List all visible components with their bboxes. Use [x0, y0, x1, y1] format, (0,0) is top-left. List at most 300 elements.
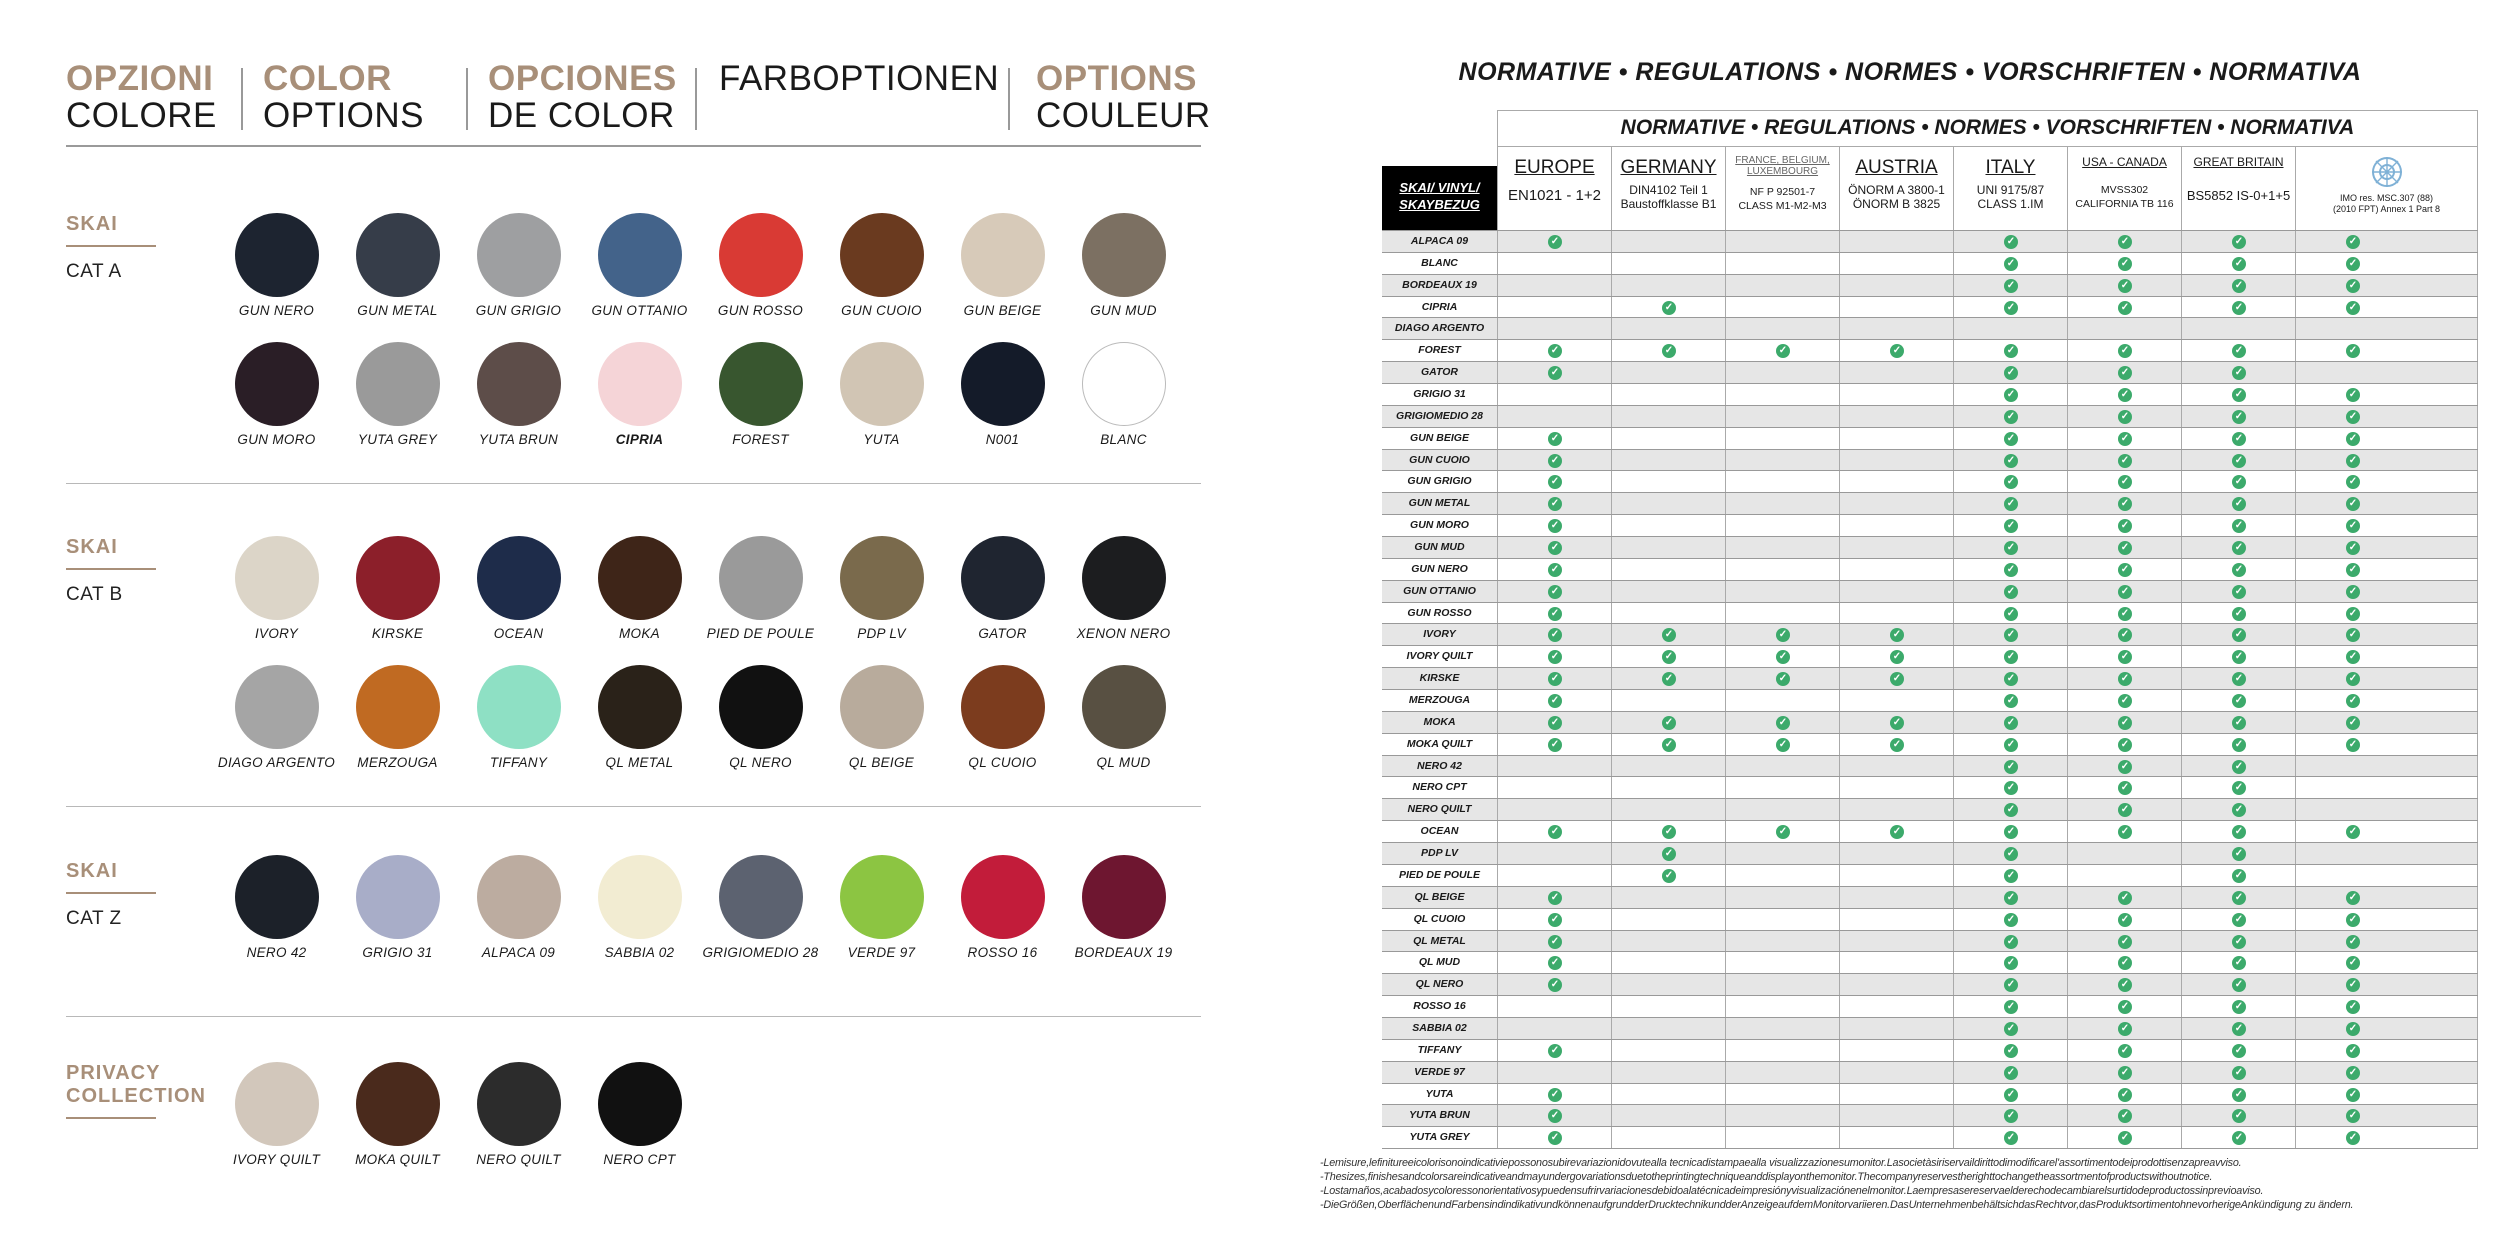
table-cell [1725, 646, 1839, 667]
check-icon: ✓ [1776, 825, 1790, 839]
table-cell [2181, 1084, 2295, 1105]
column-header-name: GERMANY [1620, 157, 1717, 178]
row-name: KIRSKE [1419, 672, 1460, 685]
check-icon: ✓ [2118, 519, 2132, 533]
check-icon: ✓ [2004, 454, 2018, 468]
table-cell [1839, 712, 1953, 733]
table-cell [1953, 974, 2067, 995]
table-cell [1611, 603, 1725, 624]
table-cell [1725, 297, 1839, 318]
row-name: BORDEAUX 19 [1402, 278, 1477, 291]
check-icon: ✓ [1548, 694, 1562, 708]
table-cell [2295, 821, 2478, 842]
check-icon: ✓ [2004, 1088, 2018, 1102]
table-cell [1839, 996, 1953, 1017]
table-cell [1497, 1127, 1611, 1148]
table-cell [1497, 471, 1611, 492]
row-name: GUN OTTANIO [1403, 584, 1476, 597]
table-cell [1497, 515, 1611, 536]
table-cell [1611, 996, 1725, 1017]
check-icon: ✓ [2118, 913, 2132, 927]
check-icon: ✓ [2118, 935, 2132, 949]
check-icon: ✓ [2118, 956, 2132, 970]
swatch-circle [598, 213, 682, 297]
check-icon: ✓ [1662, 628, 1676, 642]
category-label-rule [66, 245, 156, 247]
table-cell [1953, 1062, 2067, 1083]
check-icon: ✓ [2232, 628, 2246, 642]
category-label [66, 536, 206, 606]
swatch-circle [840, 536, 924, 620]
table-cell [1953, 340, 2067, 361]
category-label [66, 860, 206, 930]
column-header-sub2: CLASS 1.IM [1977, 197, 2044, 211]
table-cell [2295, 253, 2478, 274]
disclaimer-en: -Thesizes,finishesandcolorsareindicativeandmayundergovariationsduetotheprintingtechniqueanddisplayonthemonitor.Thecompanyreservestherighttochangetheassortmentofproductswithoutnotice. [1320, 1171, 2213, 1183]
table-cell [1611, 974, 1725, 995]
check-icon: ✓ [2232, 607, 2246, 621]
check-icon: ✓ [2004, 935, 2018, 949]
table-cell [1497, 318, 1611, 339]
table-cell [1497, 909, 1611, 930]
check-icon: ✓ [2004, 607, 2018, 621]
swatch-name: NERO 42 [246, 945, 307, 960]
table-cell [2295, 646, 2478, 667]
table-cell [2295, 515, 2478, 536]
check-icon: ✓ [2118, 585, 2132, 599]
table-cell [1953, 712, 2067, 733]
check-icon: ✓ [1548, 585, 1562, 599]
table-cell [2067, 712, 2181, 733]
table-cell [1839, 362, 1953, 383]
swatch-circle [477, 342, 561, 426]
swatch-circle [598, 665, 682, 749]
table-cell [1839, 428, 1953, 449]
table-cell [2181, 428, 2295, 449]
swatch-circle [356, 342, 440, 426]
table-cell [2295, 1062, 2478, 1083]
check-icon: ✓ [2004, 1022, 2018, 1036]
table-cell [1497, 1062, 1611, 1083]
check-icon: ✓ [2232, 760, 2246, 774]
check-icon: ✓ [2118, 760, 2132, 774]
table-cell [2295, 887, 2478, 908]
table-cell [1725, 909, 1839, 930]
check-icon: ✓ [2118, 781, 2132, 795]
row-name: QL MUD [1418, 956, 1461, 969]
table-cell [1953, 756, 2067, 777]
table-row [1382, 798, 2478, 820]
check-icon: ✓ [2118, 366, 2132, 380]
table-cell [2067, 515, 2181, 536]
check-icon: ✓ [2004, 847, 2018, 861]
table-cell [1725, 843, 1839, 864]
table-cell [2181, 756, 2295, 777]
regulations-title: NORMATIVE • REGULATIONS • NORMES • VORSCHRIFTEN • NORMATIVA [1458, 58, 2362, 86]
table-cell [2181, 865, 2295, 886]
color-swatch [1063, 342, 1184, 447]
table-cell [2295, 493, 2478, 514]
header-col-de [719, 60, 999, 140]
check-icon: ✓ [2232, 847, 2246, 861]
table-cell [1839, 756, 1953, 777]
swatch-circle [1082, 342, 1166, 426]
swatch-name: FOREST [732, 432, 789, 447]
table-cell [2295, 799, 2478, 820]
table-cell [2181, 712, 2295, 733]
table-cell [2181, 384, 2295, 405]
check-icon: ✓ [2004, 891, 2018, 905]
table-cell [2295, 450, 2478, 471]
color-swatch [1063, 665, 1184, 770]
column-header-name: EUROPE [1514, 157, 1595, 178]
table-cell [1497, 559, 1611, 580]
row-name: MOKA [1423, 715, 1456, 728]
table-cell [1953, 275, 2067, 296]
check-icon: ✓ [1662, 825, 1676, 839]
row-name: YUTA GREY [1409, 1131, 1470, 1144]
check-icon: ✓ [2004, 650, 2018, 664]
check-icon: ✓ [2004, 388, 2018, 402]
table-cell [1725, 865, 1839, 886]
table-cell [1611, 537, 1725, 558]
check-icon: ✓ [2118, 344, 2132, 358]
table-cell [1725, 690, 1839, 711]
check-icon: ✓ [2346, 1066, 2360, 1080]
table-cell [1611, 756, 1725, 777]
check-icon: ✓ [2118, 694, 2132, 708]
swatch-circle [235, 855, 319, 939]
imo-emblem-icon [2370, 155, 2404, 189]
swatch-name: IVORY QUILT [232, 1152, 321, 1167]
swatch-circle [719, 855, 803, 939]
table-cell [1953, 493, 2067, 514]
table-cell [1497, 646, 1611, 667]
table-cell [1497, 493, 1611, 514]
category-label-line1b: COLLECTION [66, 1085, 206, 1107]
table-cell [2295, 384, 2478, 405]
table-cell [1953, 734, 2067, 755]
table-cell [2181, 668, 2295, 689]
table-cell [1611, 340, 1725, 361]
table-cell [1611, 843, 1725, 864]
check-icon: ✓ [2232, 672, 2246, 686]
skai-label-line1: SKAI/ VINYL/ [1399, 180, 1480, 195]
check-icon: ✓ [2232, 650, 2246, 664]
check-icon: ✓ [1548, 475, 1562, 489]
check-icon: ✓ [1776, 716, 1790, 730]
table-cell [1497, 297, 1611, 318]
header-col-it [66, 60, 217, 140]
check-icon: ✓ [2004, 497, 2018, 511]
table-row [1382, 995, 2478, 1017]
color-swatch [458, 536, 579, 641]
swatch-name: GUN MORO [237, 432, 316, 447]
check-icon: ✓ [1662, 301, 1676, 315]
check-icon: ✓ [2004, 825, 2018, 839]
table-cell [2295, 931, 2478, 952]
check-icon: ✓ [1548, 235, 1562, 249]
table-cell [1497, 974, 1611, 995]
check-icon: ✓ [1890, 650, 1904, 664]
check-icon: ✓ [2232, 825, 2246, 839]
table-cell [2067, 756, 2181, 777]
table-cell [1725, 756, 1839, 777]
disclaimer-es: -Lostamaños,acabadosycoloressonorientativosypuedensufrirvariacionesdebidoalatécnicadeimpresiónyvisualizaciónenelmonitor.Laempresasereservaelderechodecambiarelsurtidodeproductossinprevioaviso. [1320, 1185, 2264, 1197]
table-cell [1839, 253, 1953, 274]
table-cell [1839, 1105, 1953, 1126]
color-swatch [1063, 855, 1184, 960]
color-swatch [216, 536, 337, 641]
table-cell [1725, 624, 1839, 645]
color-swatch [942, 342, 1063, 447]
check-icon: ✓ [2232, 519, 2246, 533]
check-icon: ✓ [2346, 956, 2360, 970]
row-name: GUN NERO [1411, 562, 1468, 575]
table-cell [1725, 887, 1839, 908]
table-cell [1839, 668, 1953, 689]
check-icon: ✓ [2232, 410, 2246, 424]
check-icon: ✓ [2232, 1044, 2246, 1058]
row-name: GUN CUOIO [1409, 453, 1470, 466]
color-swatch [700, 665, 821, 770]
table-row [1382, 602, 2478, 624]
check-icon: ✓ [2118, 235, 2132, 249]
table-cell [1497, 887, 1611, 908]
column-header-sub: IMO res. MSC.307 (88) [2339, 193, 2434, 203]
table-cell [1953, 909, 2067, 930]
table-cell [2295, 974, 2478, 995]
table-cell [2181, 231, 2295, 252]
check-icon: ✓ [1548, 519, 1562, 533]
swatch-name: GUN CUOIO [841, 303, 922, 318]
table-cell [1497, 777, 1611, 798]
table-cell [1839, 1084, 1953, 1105]
disclaimer-notes [1320, 1156, 2500, 1212]
color-swatch [337, 213, 458, 318]
table-cell [1611, 821, 1725, 842]
check-icon: ✓ [1776, 650, 1790, 664]
category-divider [66, 483, 1201, 484]
row-name: GUN GRIGIO [1407, 475, 1472, 488]
check-icon: ✓ [1548, 366, 1562, 380]
check-icon: ✓ [2232, 344, 2246, 358]
table-row [1382, 514, 2478, 536]
table-cell [1839, 931, 1953, 952]
table-row [1382, 842, 2478, 864]
swatch-name: MOKA [619, 626, 660, 641]
check-icon: ✓ [2118, 432, 2132, 446]
check-icon: ✓ [2346, 650, 2360, 664]
table-cell [2295, 471, 2478, 492]
table-cell [1497, 865, 1611, 886]
table-cell [2295, 275, 2478, 296]
row-name: PIED DE POULE [1398, 868, 1481, 881]
swatch-circle [235, 1062, 319, 1146]
table-row [1382, 317, 2478, 339]
table-cell [2067, 931, 2181, 952]
table-cell [2067, 1040, 2181, 1061]
table-cell [2181, 537, 2295, 558]
table-cell [2181, 406, 2295, 427]
table-row [1382, 449, 2478, 471]
table-cell [1839, 450, 1953, 471]
table-row [1382, 1061, 2478, 1083]
swatch-name: ROSSO 16 [967, 945, 1038, 960]
swatch-circle [356, 1062, 440, 1146]
table-cell [2295, 340, 2478, 361]
table-cell [2295, 318, 2478, 339]
regulations-page [1320, 0, 2500, 1250]
table-cell [1725, 231, 1839, 252]
check-icon: ✓ [2346, 475, 2360, 489]
check-icon: ✓ [2004, 760, 2018, 774]
column-header-sub2: (2010 FPT) Annex 1 Part 8 [2332, 204, 2441, 214]
table-cell [2181, 603, 2295, 624]
check-icon: ✓ [1548, 344, 1562, 358]
swatch-circle [477, 665, 561, 749]
table-cell [2067, 537, 2181, 558]
swatch-name: GRIGIOMEDIO 28 [702, 945, 819, 960]
check-icon: ✓ [2004, 869, 2018, 883]
table-cell [2067, 1127, 2181, 1148]
check-icon: ✓ [2118, 1109, 2132, 1123]
color-swatch [942, 855, 1063, 960]
table-cell [2181, 799, 2295, 820]
table-cell [2295, 909, 2478, 930]
row-name: NERO 42 [1417, 759, 1462, 772]
swatch-name: QL METAL [605, 755, 674, 770]
table-cell [1497, 756, 1611, 777]
column-header-name: GREAT BRITAIN [2193, 155, 2284, 169]
table-cell [1611, 1127, 1725, 1148]
check-icon: ✓ [1548, 432, 1562, 446]
table-cell [1497, 275, 1611, 296]
table-cell [1725, 275, 1839, 296]
check-icon: ✓ [2346, 716, 2360, 730]
swatch-name: PIED DE POULE [706, 626, 815, 641]
table-cell [1953, 777, 2067, 798]
row-name: TIFFANY [1417, 1043, 1462, 1056]
table-cell [2067, 428, 2181, 449]
table-cell [1725, 1105, 1839, 1126]
table-row [1382, 1126, 2478, 1148]
check-icon: ✓ [1548, 672, 1562, 686]
table-cell [1611, 1084, 1725, 1105]
table-cell [2181, 1105, 2295, 1126]
color-swatch [458, 665, 579, 770]
table-cell [2067, 1105, 2181, 1126]
row-name: IVORY QUILT [1406, 650, 1473, 663]
row-name: ALPACA 09 [1410, 235, 1469, 247]
table-cell [1497, 406, 1611, 427]
table-cell [2295, 996, 2478, 1017]
column-header-sub: DIN4102 Teil 1 [1629, 183, 1708, 197]
table-cell [1611, 1040, 1725, 1061]
table-cell [1611, 777, 1725, 798]
column-header-sub: EN1021 - 1+2 [1508, 187, 1601, 204]
column-header-name: FRANCE, BELGIUM, LUXEMBOURG [1735, 155, 1830, 177]
check-icon: ✓ [2118, 454, 2132, 468]
check-icon: ✓ [2346, 1088, 2360, 1102]
swatch-circle [961, 342, 1045, 426]
check-icon: ✓ [2232, 956, 2246, 970]
table-row [1382, 820, 2478, 842]
color-swatch [458, 342, 579, 447]
check-icon: ✓ [2346, 432, 2360, 446]
table-cell [1611, 428, 1725, 449]
check-icon: ✓ [1890, 628, 1904, 642]
table-cell [1953, 384, 2067, 405]
check-icon: ✓ [2118, 301, 2132, 315]
table-cell [1725, 712, 1839, 733]
table-cell [1725, 515, 1839, 536]
table-cell [2067, 581, 2181, 602]
table-cell [2295, 756, 2478, 777]
column-header-sub: BS5852 IS-0+1+5 [2186, 188, 2291, 203]
table-cell [1839, 537, 1953, 558]
check-icon: ✓ [2004, 694, 2018, 708]
category-divider [66, 806, 1201, 807]
check-icon: ✓ [2004, 781, 2018, 795]
check-icon: ✓ [2118, 410, 2132, 424]
check-icon: ✓ [2232, 388, 2246, 402]
check-icon: ✓ [2004, 366, 2018, 380]
table-row [1382, 274, 2478, 296]
check-icon: ✓ [2118, 497, 2132, 511]
check-icon: ✓ [2346, 1022, 2360, 1036]
table-cell [2067, 821, 2181, 842]
table-cell [1725, 1040, 1839, 1061]
table-cell [1839, 1062, 1953, 1083]
check-icon: ✓ [2232, 978, 2246, 992]
table-cell [1497, 340, 1611, 361]
check-icon: ✓ [1548, 1044, 1562, 1058]
check-icon: ✓ [2232, 475, 2246, 489]
swatch-name: QL MUD [1096, 755, 1151, 770]
table-cell [1497, 734, 1611, 755]
table-cell [2181, 340, 2295, 361]
check-icon: ✓ [2118, 1131, 2132, 1145]
check-icon: ✓ [2232, 454, 2246, 468]
color-swatch [216, 855, 337, 960]
check-icon: ✓ [2346, 913, 2360, 927]
category-label-line2: CAT Z [66, 908, 122, 929]
table-row [1382, 536, 2478, 558]
table-cell [2067, 996, 2181, 1017]
table-cell [1953, 952, 2067, 973]
check-icon: ✓ [2118, 257, 2132, 271]
table-cell [1497, 362, 1611, 383]
color-swatch [337, 1062, 458, 1167]
table-cell [2181, 362, 2295, 383]
table-cell [2295, 865, 2478, 886]
swatch-circle [719, 536, 803, 620]
check-icon: ✓ [2232, 694, 2246, 708]
color-swatch [821, 536, 942, 641]
check-icon: ✓ [2346, 694, 2360, 708]
swatch-circle [477, 1062, 561, 1146]
color-options-header [66, 59, 1211, 140]
table-cell [1839, 1040, 1953, 1061]
table-cell [1839, 887, 1953, 908]
swatch-name: GUN NERO [238, 303, 315, 318]
table-cell [2067, 734, 2181, 755]
table-cell [1839, 690, 1953, 711]
table-cell [2295, 952, 2478, 973]
category-label-rule [66, 568, 156, 570]
table-cell [1839, 340, 1953, 361]
